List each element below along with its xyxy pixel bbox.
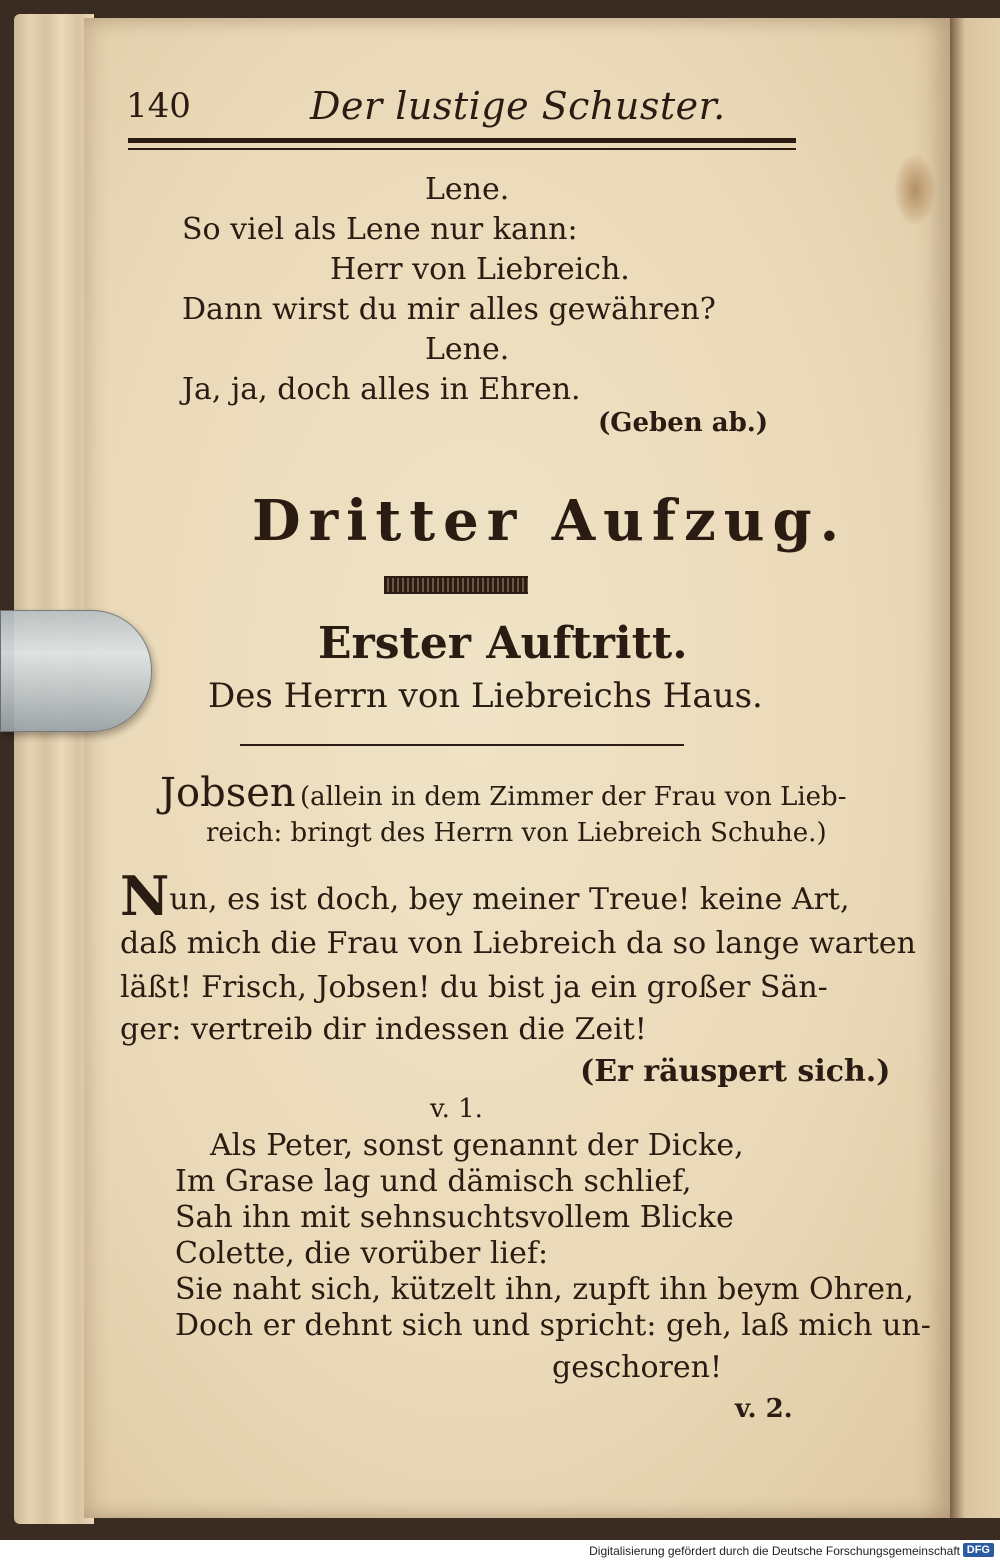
opposite-page <box>950 18 1000 1518</box>
dfg-logo: DFG <box>963 1543 994 1557</box>
stage-direction-exit: (Geben ab.) <box>598 408 769 438</box>
ornament-rule <box>384 576 528 594</box>
scene-setting: Des Herrn von Liebreichs Haus. <box>208 676 763 716</box>
dialogue-line: So viel als Lene nur kann: <box>182 212 578 247</box>
speech-line: läßt! Frisch, Jobsen! du bist ja ein großer Sän- <box>120 970 828 1005</box>
verse-line: Doch er dehnt sich und spricht: geh, laß mich un- <box>175 1308 931 1343</box>
catchword: v. 2. <box>735 1394 793 1424</box>
verse-line: Sah ihn mit sehnsuchtsvollem Blicke <box>175 1200 734 1235</box>
page-number: 140 <box>126 86 191 126</box>
page-stain <box>895 155 935 225</box>
scene-rule <box>240 744 684 746</box>
page-header <box>120 80 800 128</box>
header-rule-thick <box>128 138 796 143</box>
verse-line: Sie naht sich, kützelt ihn, zupft ihn beym Ohren, <box>175 1272 914 1307</box>
speech-line: daß mich die Frau von Liebreich da so lange warten <box>120 926 916 961</box>
digitization-credit: Digitalisierung gefördert durch die Deutsche Forschungsgemeinschaft <box>589 1544 960 1558</box>
verse-line: Colette, die vorüber lief: <box>175 1236 549 1271</box>
header-rule-thin <box>128 148 796 150</box>
speech-line: ger: vertreib dir indessen die Zeit! <box>120 1012 647 1047</box>
speaker-lene: Lene. <box>425 172 510 207</box>
scene-title: Erster Auftritt. <box>318 618 688 669</box>
dialogue-line: Ja, ja, doch alles in Ehren. <box>182 372 581 407</box>
running-title: Der lustige Schuster. <box>310 84 726 128</box>
speaker-lene: Lene. <box>425 332 510 367</box>
book-page-edges <box>14 14 94 1524</box>
speaker-liebreich: Herr von Liebreich. <box>330 252 630 287</box>
verse-line: geschoren! <box>552 1350 723 1385</box>
verse-number: v. 1. <box>430 1094 483 1124</box>
stage-direction-clear: (Er räuspert sich.) <box>580 1054 891 1089</box>
dialogue-line: Dann wirst du mir alles gewähren? <box>182 292 716 327</box>
speech-text: un, es ist doch, bey meiner Treue! keine Art, <box>169 882 850 917</box>
verse-line: Als Peter, sonst genannt der Dicke, <box>210 1128 744 1163</box>
stage-direction: reich: bringt des Herrn von Liebreich Schuhe.) <box>206 818 827 848</box>
verse-line: Im Grase lag und dämisch schlief, <box>175 1164 692 1199</box>
book-clamp <box>0 610 152 732</box>
stage-direction: (allein in dem Zimmer der Frau von Lieb- <box>300 782 847 812</box>
drop-cap: N <box>120 864 170 928</box>
act-title: Dritter Aufzug. <box>252 488 848 554</box>
speech-line <box>120 864 850 928</box>
speaker-jobsen: Jobsen <box>160 770 296 816</box>
